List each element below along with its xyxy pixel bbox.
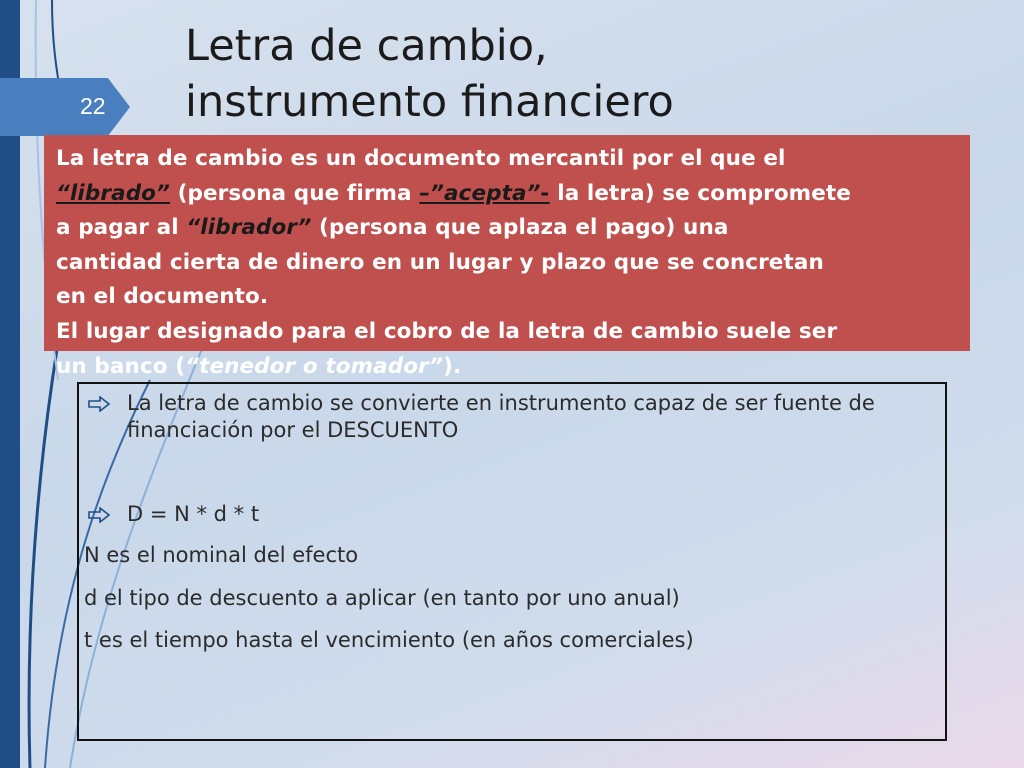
slide-number-tab [0,78,130,136]
definition-t: t es el tiempo hasta el vencimiento (en años comerciales) [84,628,694,652]
definition-n: N es el nominal del efecto [84,543,359,567]
definition-line: “librado” (persona que firma –”acepta”- la letra) se compromete [56,180,851,206]
definition-line: La letra de cambio es un documento mercantil por el que el [56,146,786,171]
librador-term: “librador” [186,215,312,241]
definition-line: en el documento. [56,284,269,310]
slide-title [185,18,674,130]
definition-line: un banco (“tenedor o tomador”). [56,353,462,379]
definition-line: El lugar designado para el cobro de la letra de cambio suele ser [56,318,838,344]
definition-d: d el tipo de descuento a aplicar (en tanto por uno anual) [84,586,680,610]
acepta-term: –”acepta”- [419,180,550,206]
bullet-descuento: La letra de cambio se convierte en instrumento capaz de ser fuente de financiación por el DESCUENTO [127,391,875,442]
tenedor-term: “tenedor o tomador” [185,353,444,379]
bullet-formula: D = N * d * t [127,502,260,526]
arrow-bullet-icon [88,396,110,412]
arrow-bullet-icon [88,507,110,523]
title-line-1: Letra de cambio, [185,21,548,71]
definition-text [56,142,976,384]
definition-line: cantidad cierta de dinero en un lugar y plazo que se concretan [56,249,824,275]
slide-number: 22 [80,93,106,119]
librado-term: “librado” [56,180,170,206]
definition-line: a pagar al “librador” (persona que aplaza el pago) una [56,215,729,241]
title-line-2: instrumento financiero [185,77,674,127]
